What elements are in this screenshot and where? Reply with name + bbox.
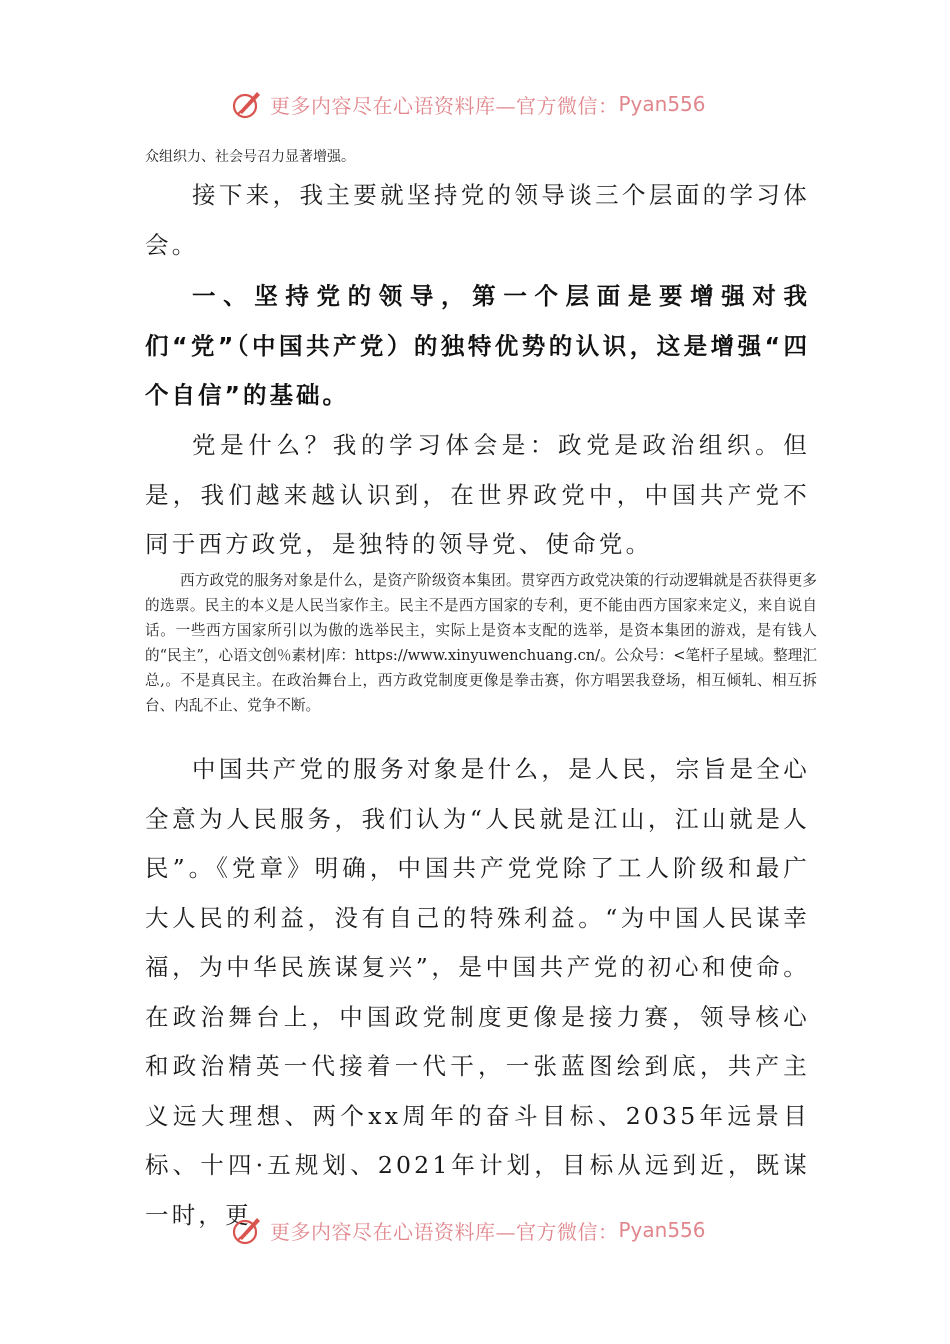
quill-seal-icon <box>230 87 264 121</box>
section-heading-1: 一、坚持党的领导，第一个层面是要增强对我们“党”（中国共产党）的独特优势的认识，这是增强“四个自信”的基础。 <box>145 282 810 409</box>
header-banner-text: 更多内容尽在心语资料库—官方微信： <box>270 93 619 118</box>
intro-paragraph: 接下来，我主要就坚持党的领导谈三个层面的学习体会。 <box>145 181 810 259</box>
paragraph-2: 中国共产党的服务对象是什么，是人民，宗旨是全心全意为人民服务，我们认为“人民就是江山，江山就是人民”。《党章》明确，中国共产党党除了工人阶级和最广大人民的利益，没有自己的特殊利益。“为中国人民谋幸福，为中华民族谋复兴”，是中国共产党的初心和使命。在政治舞台上，中国政党制度更像是接力赛，领导核心和政治精英一代接着一代干，一张蓝图绘到底，共产主义远大理想、两个xx周年的奋斗目标、2035年远景目标、十四·五规划、2021年计划，目标从远到近，既谋一时，更 <box>145 755 810 1229</box>
footer-banner-account: Pyan556 <box>618 1218 706 1242</box>
header-banner-account: Pyan556 <box>618 92 706 116</box>
carryover-line: 众组织力、社会号召力显著增强。 <box>145 149 355 165</box>
quill-seal-icon <box>230 1213 264 1247</box>
note-paragraph: 西方政党的服务对象是什么，是资产阶级资本集团。贯穿西方政党决策的行动逻辑就是否获得更多的选票。民主的本义是人民当家作主。民主不是西方国家的专利，更不能由西方国家来定义，来自说自话。一些西方国家所引以为傲的选举民主，实际上是资本支配的选举，是资本集团的游戏，是有钱人的“民主”，心语文创％素材|库：https://www.xinyuwenchuang.cn/。公众号：<笔杆子星域。整理汇总,。不是真民主。在政治舞台上，西方政党制度更像是拳击赛，你方唱罢我登场，相互倾轧、相互拆台、内乱不止、党争不断。 <box>145 572 817 714</box>
footer-watermark-banner <box>230 1210 750 1250</box>
footer-banner-text: 更多内容尽在心语资料库—官方微信： <box>270 1219 619 1244</box>
header-watermark-banner <box>230 84 750 124</box>
paragraph-1: 党是什么？我的学习体会是：政党是政治组织。但是，我们越来越认识到，在世界政党中，中国共产党不同于西方政党，是独特的领导党、使命党。 <box>145 431 810 558</box>
